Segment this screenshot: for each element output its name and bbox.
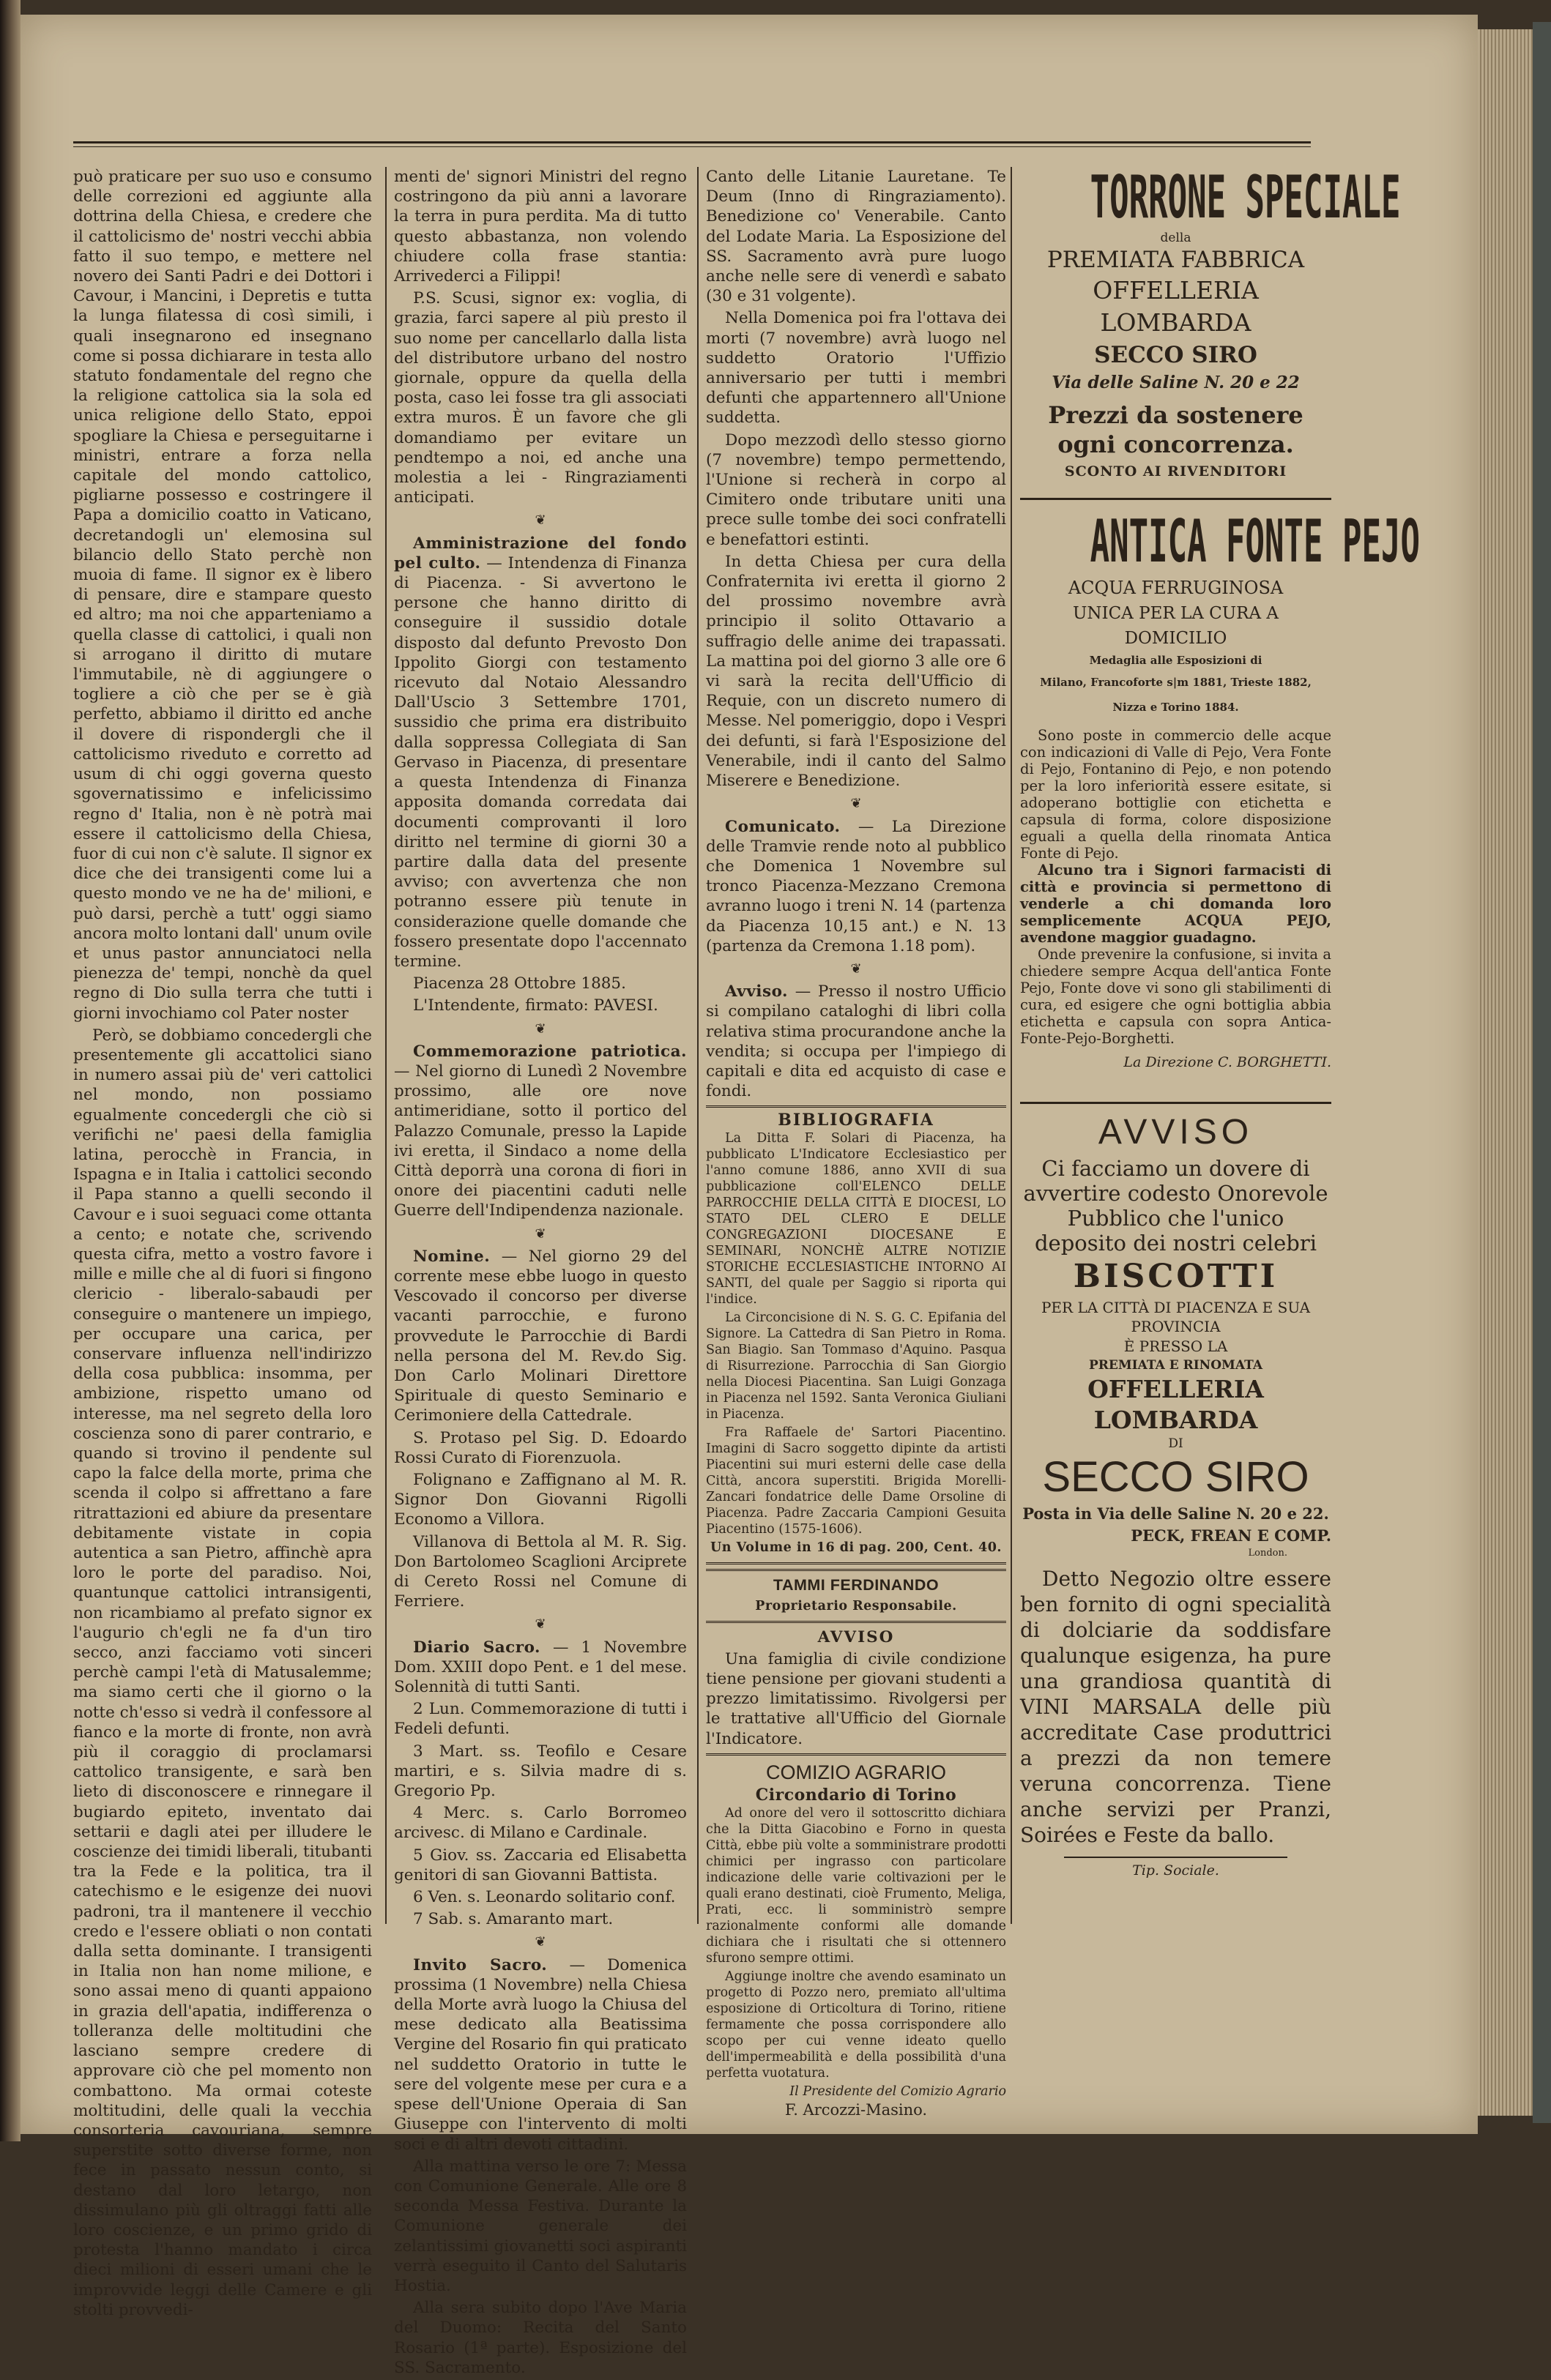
pejo-text-3: Onde prevenire la confusione, si invita a chiedere sempre Acqua dell'antica Fonte Pejo, Fonte dove vi sono gli stabilimenti di cura, ed esigere che ogni bottiglia abbia etichetta e capsula con sopra Antica-Fonte-Pejo-Borghetti. — [1020, 946, 1331, 1047]
diario-text: — 1 Novembre Dom. XXIII dopo Pent. e 1 del mese. Solennità di tutti Santi. — [394, 1638, 687, 1697]
ornament-divider: ❦ — [850, 960, 862, 977]
ornament-divider: ❦ — [535, 1616, 546, 1633]
nomine-text-4: Villanova di Bettola al M. R. Sig. Don Bartolomeo Scaglioni Arciprete di Cereto Rossi nel Comune di Ferriere. — [394, 1532, 687, 1611]
invito-text-2: Alla mattina verso le ore 7: Messa con Comunione Generale. Alle ore 8 seconda Messa Festiva. Durante la Comunione generale dei zelantissimi giovanetti soci aspiranti verrà eseguito il Canto del Salutaris Hostia. — [394, 2157, 687, 2295]
invito-text: — Domenica prossima (1 Novembre) nella Chiesa della Morte avrà luogo la Chiusa del mese dedicato alla Beatissima Vergine del Rosario fin qui praticato nel suddetto Oratorio in tutte le sere del volgente mese per cura e a spese dell'Unione Operaia di San Giuseppe con l'intervento di molti soci e di altri devoti cittadini. — [394, 1955, 687, 2154]
col2-postscript: P.S. Scusi, signor ex: voglia, di grazia, farci sapere al più presto il suo nome per cancellarlo dalla lista del distributore urbano del nostro giornale, oppure da quella della posta, caso lei fosse tra gli associati extra muros. È un favore che gli domandiamo per evitare un pendtempo a noi, ed anche una molestia a lei - Ringraziamenti anticipati. — [394, 289, 687, 507]
comizio-text-1: Ad onore del vero il sottoscritto dichiara che la Ditta Giacobino e Forno in questa Città, ebbe più volte a somministrare prodotti chimici per ingrasso con particolare indicazione delle varie coltivazioni per le quali erano destinati, cioè Frumento, Meliga, Prati, ecc. li somministrò sempre razionalmente conformi alle domande dichiara che i risultati che si ottennero sfurono sempre ottimi. — [706, 1805, 1006, 1966]
heading-fondo-culto: Amministrazione del fondo pel culto. — [394, 534, 687, 572]
ad-fonte-pejo — [1020, 507, 1420, 1075]
diario-day-2: 2 Lun. Commemorazione di tutti i Fedeli defunti. — [394, 1700, 687, 1739]
column-rule-3 — [1011, 167, 1012, 1924]
biscotti-title: BISCOTTI — [1073, 1258, 1279, 1295]
torrone-prezzi: Prezzi da sostenere ogni concorrenza. — [1048, 401, 1303, 458]
comizio-signature-2: F. Arcozzi-Masino. — [784, 2100, 928, 2119]
diario-day-5: 5 Giov. ss. Zaccaria ed Elisabetta genitori di san Giovanni Battista. — [394, 1846, 687, 1884]
comizio-text-2: Aggiunge inoltre che avendo esaminato un progetto di Pozzo nero, premiato all'ultima esposizione di Orticoltura di Torino, ritiene fermamente che possa corrispondere allo scopo per cui venne ideato quello dell'impermeabilità e della possibilità d'una perfetta vuotatura. — [706, 1969, 1006, 2081]
biscotti-presso: È PRESSO LA — [1123, 1338, 1228, 1355]
bibliografia-text: La Ditta F. Solari di Piacenza, ha pubblicato L'Indicatore Ecclesiastico per l'anno comune 1886, anno XVII di sua pubblicazione coll'ELENCO DELLE PARROCCHIE DELLA CITTÀ E DIOCESI, LO STATO DEL CLERO E DELLE CONGREGAZIONI DIOCESANE E SEMINARI, NONCHÈ ALTRE NOTIZIE STORICHE ECCLESIASTICHE INTORNO AI SANTI, del quale per Saggio si riporta qui l'indice. — [706, 1131, 1006, 1307]
ad-biscotti — [1020, 1109, 1331, 1879]
biscotti-address: Posta in Via delle Saline N. 20 e 22. — [1022, 1504, 1329, 1523]
column-3 — [706, 167, 1006, 2129]
biscotti-offelleria: OFFELLERIA LOMBARDA — [1087, 1375, 1264, 1434]
avviso-title: AVVISO — [1098, 1113, 1254, 1152]
page-edges — [1478, 29, 1533, 2116]
col3-paragraph-3: Dopo mezzodì dello stesso giorno (7 novembre) tempo permettendo, l'Unione si recherà in corpo al Cimitero onde tributare uniti una prece sulle tombe dei soci confratelli e benefattori estinti. — [706, 430, 1006, 549]
pejo-citta: Milano, Francoforte s|m 1881, Trieste 1882, — [1040, 676, 1312, 689]
heading-avviso-2: AVVISO — [817, 1627, 895, 1646]
pejo-unica: UNICA PER LA CURA A DOMICILIO — [1072, 604, 1279, 648]
pejo-citta-2: Nizza e Torino 1884. — [1112, 701, 1239, 714]
bibliografia-text-3: Fra Raffaele de' Sartori Piacentino. Imagini di Sacro soggetto dipinte da artisti Piacentini sui muri esterni delle case della Città, ancora superstiti. Brigida Morelli-Zancari fondatrice delle Dame Orsoline di Piacenza. Padre Zaccaria Campioni Gesuita Piacentino (1575-1606). — [706, 1425, 1006, 1537]
ad-torrone — [1020, 163, 1401, 484]
diario-day-6: 6 Ven. s. Leonardo solitario conf. — [413, 1888, 676, 1907]
book-spine — [0, 0, 21, 2141]
bibliografia-text-2: La Circoncisione di N. S. G. C. Epifania del Signore. La Cattedra di San Pietro in Roma. San Biagio. San Tommaso d'Aquino. Pasqua di Risurrezione. Parrocchia di San Giorgio nella Diocesi Piacentina. San Luigi Gonzaga in Piacenza nel 1592. Santa Veronica Giuliani in Piacenza. — [706, 1310, 1006, 1422]
diario-day-3: 3 Mart. ss. Teofilo e Cesare martiri, e s. Silvia madre di s. Gregorio Pp. — [394, 1742, 687, 1801]
torrone-fabbrica: PREMIATA FABBRICA — [1046, 247, 1305, 273]
header-rule-thin — [73, 146, 1311, 147]
col1-paragraph-1: può praticare per suo uso e consumo delle correzioni ed aggiunte alla dottrina della Chiesa, e credere che il cattolicismo de' nostri vecchi abbia fatto il suo tempo, e mettere nel novero dei Santi Padri e dei Dottori i Cavour, i Mancini, i Depretis e tutta la lunga filatessa di così simili, i quali insegnarono ed insegnano come si possa dichiarare in testa allo statuto fondamentale del regno che la religione cattolica sia la sola ed unica religione dello Stato, eppoi spogliare la Chiesa e perseguitarne i ministri, entrare a forza nella capitale del mondo cattolico, pigliarne possesso e costringere il Papa a domicilio coatto in Vaticano, decretandogli un' elemosina sul bilancio dello Stato perchè non muoia di fame. Il signor ex è libero di pensare, dire e stampare questo ed altro; ma noi che apparteniamo a quella classe di cattolici, i quali non si arrogano il diritto di mutare l'immutabile, nè di aggiungere o togliere a ciò che per se è già perfetto, abbiamo il diritto ed anche il dovere di rispondergli che il cattolicismo riveduto e corretto ad usum di chi oggi governa questo sgovernatissimo e infelicissimo regno d' Italia, non è nè potrà mai essere il cattolicismo della Chiesa, fuor di cui non c'è salute. Il signor ex dice che dei transigenti come lui a questo mondo ve ne ha de' milioni, e può darsi, perchè a tutt' oggi siamo ancora molto lontani dall' unum ovile et unus pastor annunciatoci nella pienezza de' tempi, nonchè da quel regno di Dio sulla terra che tutti i giorni invochiamo col Pater noster — [73, 168, 372, 1023]
heading-invito-sacro: Invito Sacro. — [413, 1955, 548, 1974]
pejo-text-1: Sono poste in commercio delle acque con indicazioni di Valle di Pejo, Vera Fonte di Pejo, Fontanino di Pejo, e non potendo per la loro inferiorità essere esitate, si adoperano bottiglie con etichetta e capsula di forma, colore disposizione eguali a quella della rinomata Antica Fonte di Pejo. — [1020, 727, 1331, 862]
heading-comunicato: Comunicato. — [725, 817, 841, 836]
commemorazione-text: — Nel giorno di Lunedì 2 Novembre prossimo, alle ore nove antimeridiane, sotto il portico del Palazzo Comunale, presso la Lapide ivi eretta, il Sindaco a nome della Città deporrà una corona di fiori in onore dei piacentini caduti nelle Guerre dell'Indipendenza nazionale. — [394, 1062, 687, 1220]
col3-paragraph-4: In detta Chiesa per cura della Confraternita ivi eretta il giorno 2 del prossimo novembre avrà principio il solito Ottavario a suffragio delle anime dei trapassati. La mattina poi del giorno 3 alle ore 6 vi sarà la recita dell'Ufficio di Requie, con un discreto numero di Messe. Nel pomeriggio, dopo i Vespri dei defunti, si farà l'Esposizione del Venerabile, indi il canto del Salmo Miserere e Benedizione. — [706, 552, 1006, 791]
biscotti-peck: PECK, FREAN E COMP. — [1131, 1526, 1331, 1545]
avviso-2-text: Una famiglia di civile condizione tiene pensione per giovani studenti a prezzo limitatissimo. Rivolgersi per le trattative all'Ufficio del Giornale l'Indicatore. — [706, 1649, 1006, 1748]
nomine-text: — Nel giorno 29 del corrente mese ebbe luogo in questo Vescovado il concorso per diverse vacanti parrocchie, e furono provvedute le Parrocchie di Bardi nella persona del M. Rev.do Sig. Don Carlo Molinari Direttore Spirituale di questo Seminario e Cerimoniere della Cattedrale. — [394, 1247, 687, 1425]
pejo-text-2: Alcuno tra i Signori farmacisti di città e provincia si permettono di venderle a chi domanda loro semplicemente ACQUA PEJO, avendone maggior guadagno. — [1020, 862, 1331, 946]
biscotti-premiata: PREMIATA E RINOMATA — [1088, 1358, 1263, 1373]
bibliografia-price: Un Volume in 16 di pag. 200, Cent. 40. — [710, 1540, 1002, 1556]
biscotti-per: PER LA CITTÀ DI PIACENZA E SUA PROVINCIA — [1041, 1299, 1311, 1335]
ornament-divider: ❦ — [535, 1934, 546, 1950]
biscotti-london: London. — [1248, 1548, 1287, 1559]
heading-nomine: Nomine. — [413, 1247, 491, 1266]
nomine-text-2: S. Protaso pel Sig. D. Edoardo Rossi Curato di Fiorenzuola. — [394, 1428, 687, 1467]
footer-rule — [1064, 1857, 1287, 1858]
torrone-secco-siro: SECCO SIRO — [1094, 342, 1257, 368]
ad-divider — [1020, 1102, 1331, 1104]
tip-sociale: Tip. Sociale. — [1132, 1862, 1219, 1879]
diario-day-7: 7 Sab. s. Amaranto mart. — [413, 1910, 614, 1929]
column-2 — [394, 167, 687, 2380]
pejo-medaglia: Medaglia alle Esposizioni di — [1089, 654, 1262, 667]
torrone-sconto: SCONTO AI RIVENDITORI — [1064, 463, 1287, 480]
fondo-date: Piacenza 28 Ottobre 1885. — [413, 974, 626, 993]
bibliografia-section — [706, 1105, 1006, 1564]
heading-commemorazione: Commemorazione patriotica. — [413, 1042, 687, 1061]
fondo-signature: L'Intendente, firmato: PAVESI. — [413, 996, 658, 1015]
pejo-title: ANTICA FONTE PEJO — [1090, 507, 1420, 575]
ornament-divider: ❦ — [850, 796, 862, 812]
biscotti-secco-siro: SECCO SIRO — [1042, 1453, 1309, 1501]
invito-text-3: Alla sera subito dopo l'Ave Maria del Duomo: Recita del Santo Rosario (1ª parte). Esposizione del SS. Sacramento. — [394, 2299, 687, 2377]
comizio-signature-1: Il Presidente del Comizio Agrario — [789, 2084, 1006, 2099]
torrone-title: TORRONE SPECIALE — [1090, 163, 1401, 231]
ornament-divider: ❦ — [535, 1226, 546, 1242]
torrone-offelleria: OFFELLERIA LOMBARDA — [1093, 276, 1259, 337]
fondo-text: — Intendenza di Finanza di Piacenza. - Si avvertono le persone che hanno diritto di conseguire il sussidio dotale disposto dal defunto Prevosto Don Ippolito Giorgi con testamento ricevuto dal Notaio Alessandro Dall'Uscio 3 Settembre 1701, sussidio che prima era distribuito dalla soppressa Collegiata di San Gervaso in Piacenza, di presentare a questa Intendenza di Finanza apposita domanda corredata dai documenti comprovanti il loro diritto nel termine di giorni 30 a partire dalla data del presente avviso; con avvertenza che non potranno essere più tenute in considerazione quelle domande che fossero presentate dopo l'accennato termine. — [394, 553, 687, 971]
heading-avviso: Avviso. — [725, 982, 789, 1001]
col3-paragraph-2: Nella Domenica poi fra l'ottava dei morti (7 novembre) avrà luogo nel suddetto Oratorio l'Uffizio anniversario per tutti i membri defunti che appartennero all'Unione suddetta. — [706, 309, 1006, 428]
diario-day-4: 4 Merc. s. Carlo Borromeo arcivesc. di Milano e Cardinale. — [394, 1804, 687, 1843]
pejo-acqua: ACQUA FERRUGINOSA — [1068, 578, 1284, 598]
responsabile-name: TAMMI FERDINANDO — [773, 1576, 940, 1594]
heading-bibliografia: BIBLIOGRAFIA — [778, 1111, 934, 1130]
col2-paragraph-1: menti de' signori Ministri del regno costringono da più anni a lavorare la terra in pura perdita. Ma di tutto questo abbastanza, non volendo chiudere colla frase stantia: Arrivederci a Filippi! — [394, 168, 687, 286]
col3-paragraph-1: Canto delle Litanie Lauretane. Te Deum (Inno di Ringraziamento). Benedizione co' Venerabile. Canto del Lodate Maria. La Esposizione del SS. Sacramento avrà pure luogo anche nelle sere di venerdì e sabato (30 e 31 volgente). — [706, 168, 1006, 306]
ornament-divider: ❦ — [535, 512, 546, 529]
avviso-text: Ci facciamo un dovere di avvertire codesto Onorevole Pubblico che l'unico deposito dei nostri celebri — [1023, 1156, 1328, 1256]
comizio-title: COMIZIO AGRARIO — [765, 1761, 947, 1783]
column-rule-1 — [385, 167, 387, 1924]
responsabile-box — [706, 1569, 1006, 1622]
book-cover — [1533, 22, 1551, 2123]
comunicato-text: — La Direzione delle Tramvie rende noto al pubblico che Domenica 1 Novembre sul tronco Piacenza-Mezzano Cremona avranno luogo i treni N. 14 (partenza da Piacenza 10,15 ant.) e N. 13 (partenza da Cremona 1.18 pom). — [706, 817, 1006, 955]
pejo-signature: La Direzione C. BORGHETTI. — [1123, 1054, 1331, 1070]
comizio-agrario-section — [706, 1753, 1006, 2125]
ornament-divider: ❦ — [535, 1021, 546, 1037]
col1-paragraph-2: Però, se dobbiamo concedergli che presentemente gli accattolici siano in numero assai più de' veri cattolici nel mondo, non possiamo egualmente concedergli che ciò si verifichi ne' paesi della famiglia latina, perocchè in Francia, in Ispagna e in Italia i cattolici secondo il Papa stanno a quelli secondo il Cavour e i suoi seguaci come ottanta a cento; e notate che, scrivendo questa cifra, metto a vostro favore i mille e mille che al di fuori si fingono clericio - liberalo-sabaudi per conseguire o mantenere un impiego, per occupare una carica, per conservare influenza nell'indirizzo della cosa pubblica: insomma, per ambizione, rispetto umano od interesse, ma nel segreto della loro coscienza sono di parer contrario, e quando si trovino il pendente sul capo la falce della morte, prima che scenda il colpo si affrettano a fare ritrattazioni ed abiure da presentare debitamente vistate in copia autentica a san Pietro, affinchè apra loro le porte del paradiso. Noi, quantunque cattolici intransigenti, non ricambiamo al prefato signor ex l'augurio ch'egli ne fa d'un tiro secco, anzi facciamo voti sinceri perchè campi l'età di Matusalemme; ma siamo certi che il giorno o la notte ch'esso si vedrà il confessore al fianco e la morte di fronte, non avrà più il coraggio di proclamarsi cattolico transigente, e sarà ben lieto di disconoscere e rinnegare il bugiardo epiteto, inventato dai settarii e dagli atei per illudere le coscienze dei timidi liberali, titubanti tra la Fede e la politica, tra il catechismo e le esigenze dei nuovi padroni, tra il mantenere il vecchio credo e l'essere obliati o non contati dalla setta dominante. I transigenti in Italia non han nome milione, e sono assai meno di quanti appaiono in grazia dell'apatia, indifferenza o tolleranza delle moltitudini che lasciano sempre credere di approvare ciò che pel momento non combattono. Ma ormai coteste moltitudini, delle quali la vecchia consorteria cavouriana, sempre superstite sotto diverse forme, non fece in passato nessun conto, si destano dal loro letargo, non dissimulano più gli oltraggi fatti alle loro coscienze, e un primo grido di protesta l'hanno mandato i circa dieci milioni di esseri umani che le improvvide leggi delle Camere e gli stolti provvedi- — [73, 1026, 372, 2319]
torrone-della: della — [1160, 231, 1191, 245]
nomine-text-3: Folignano e Zaffignano al M. R. Signor Don Giovanni Rigolli Economo a Villora. — [394, 1471, 687, 1529]
header-rule — [73, 141, 1311, 143]
heading-diario-sacro: Diario Sacro. — [413, 1638, 541, 1657]
column-1 — [73, 167, 372, 2322]
biscotti-di: DI — [1168, 1436, 1183, 1451]
responsabile-title: Proprietario Responsabile. — [755, 1598, 957, 1614]
column-rule-2 — [697, 167, 699, 1924]
ad-divider — [1020, 498, 1331, 500]
biscotti-text: Detto Negozio oltre essere ben fornito di ogni specialità di dolciarie da soddisfare qualunque esigenza, ha pure una grandiosa quantità di VINI MARSALA delle più accreditate Case produttrici a prezzi da non temere veruna concorrenza. Tiene anche servizi per Pranzi, Soirées e Feste da ballo. — [1020, 1567, 1331, 1847]
comizio-subtitle: Circondario di Torino — [755, 1785, 957, 1805]
torrone-address: Via delle Saline N. 20 e 22 — [1052, 373, 1300, 392]
avviso-text: — Presso il nostro Ufficio si compilano cataloghi di libri colla relativa stima procurandone anche la vendita; si occupa per l'impiego di capitali e dita ed acquisto di case e fondi. — [706, 982, 1006, 1101]
